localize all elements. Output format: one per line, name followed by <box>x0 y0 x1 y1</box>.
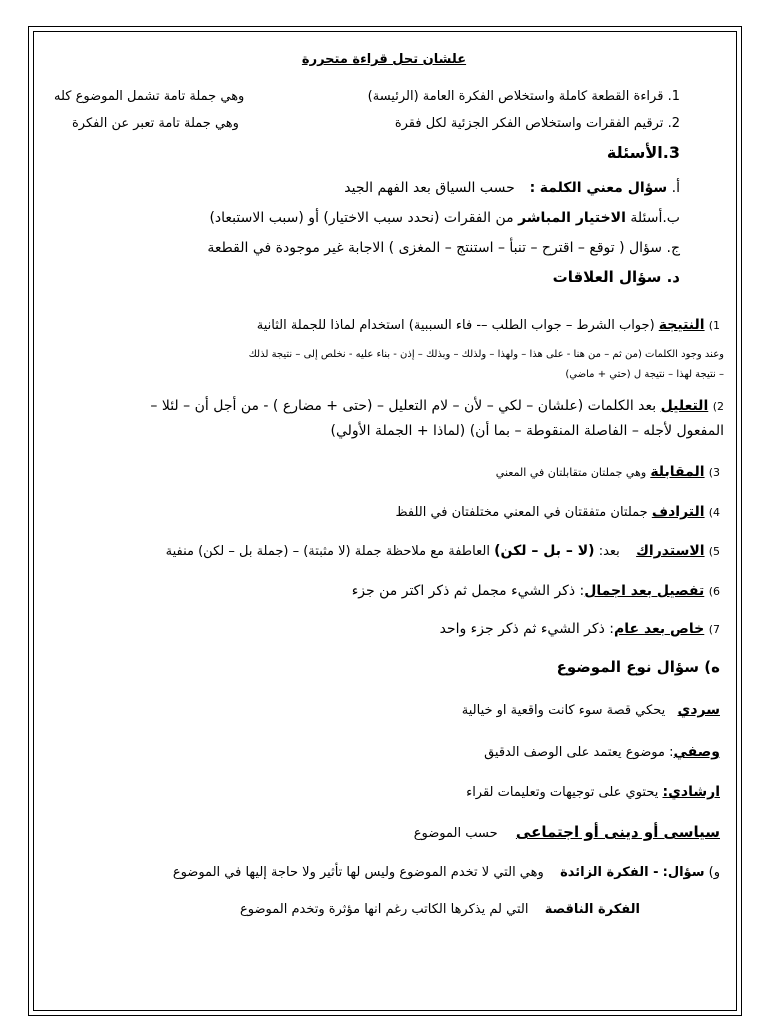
question-a <box>344 181 680 195</box>
step-3-number: 3. <box>662 143 680 162</box>
relation-4-number: 4) <box>708 506 720 519</box>
relation-5-after: بعد: <box>598 544 620 559</box>
relation-6-title: تفصيل بعد اجمال <box>584 583 705 599</box>
question-c-label: ج. <box>666 240 680 256</box>
step-1-number: 1. <box>667 89 680 104</box>
step-1-note: وهي جملة تامة تشمل الموضوع كله <box>54 89 245 104</box>
relation-2-number: 2) <box>712 400 724 413</box>
ideas-question-label: و) <box>708 865 720 880</box>
question-d <box>553 270 680 285</box>
step-3 <box>607 145 680 161</box>
missing-idea-text: التي لم يذكرها الكاتب رغم انها مؤثرة وتخدم الموضوع <box>240 902 529 917</box>
relation-2-text-1: بعد الكلمات (علشان – لكي – لأن – لام التعليل – (حتى + مضارع ) - من أجل أن – لئلا – <box>150 398 657 414</box>
topic-descriptive-title: وصفي <box>673 744 720 760</box>
relation-6-number: 6) <box>708 585 720 598</box>
topic-social <box>414 825 720 840</box>
topic-social-title: سياسى أو دينى أو اجتماعى <box>515 823 720 841</box>
relation-2-title: التعليل <box>660 398 709 414</box>
step-2 <box>395 117 680 130</box>
relation-3-text: وهي جملتان متقابلتان في المعني <box>495 466 647 479</box>
question-b-bold: الاختيار المباشر <box>518 210 626 226</box>
topic-instructional <box>466 785 720 799</box>
relation-5 <box>166 544 720 558</box>
topic-social-text: حسب الموضوع <box>413 826 498 841</box>
relation-5-text: العاطفة مع ملاحظة جملة (لا مثبتة) – (جملة بل – لكن) منفية <box>165 544 490 559</box>
step-2-number: 2. <box>667 116 680 131</box>
question-c <box>207 241 680 255</box>
relation-6 <box>352 584 720 598</box>
question-a-colon: : <box>529 180 536 196</box>
relation-7 <box>440 622 720 636</box>
relation-1 <box>257 318 720 332</box>
missing-idea-title: الفكرة الناقصة <box>544 902 640 917</box>
topic-instructional-text: يحتوي على توجيهات وتعليمات لقراء <box>466 785 659 800</box>
question-b-pre: أسئلة <box>630 210 663 226</box>
relation-3-title: المقابلة <box>650 464 705 480</box>
relation-3-number: 3) <box>708 466 720 479</box>
step-2-text: ترقيم الفقرات واستخلاص الفكر الجزئية لكل فقرة <box>394 116 664 131</box>
topic-descriptive <box>484 745 720 759</box>
step-2-note: وهي جملة تامة تعبر عن الفكرة <box>72 116 239 131</box>
topic-narrative-text: يحكي قصة سوء كانت واقعية او خيالية <box>461 703 666 718</box>
question-a-label: أ. <box>671 180 680 196</box>
relation-1-text: (جواب الشرط – جواب الطلب –- فاء السببية) استخدام لماذا للجملة الثانية <box>256 318 655 333</box>
question-b-text: من الفقرات (نحدد سبب الاختيار) أو (سبب الاستبعاد) <box>209 210 514 226</box>
relation-1-title: النتيجة <box>658 317 705 333</box>
relation-5-particles: (لا – بل – لكن) <box>494 543 595 559</box>
relation-7-title: خاص بعد عام <box>613 621 705 637</box>
relation-7-text: : ذكر الشيء ثم ذكر جزء واحد <box>439 621 614 637</box>
relation-6-text: : ذكر الشيء مجمل ثم ذكر اكتر من جزء <box>351 583 585 599</box>
question-b <box>209 211 680 225</box>
topic-narrative-title: سردي <box>677 702 720 718</box>
relation-1-sub-2: – نتيجة لهذا – نتيجة ل (حتي + ماضي) <box>565 369 724 380</box>
relation-4 <box>396 505 720 519</box>
extra-idea-title: - الفكرة الزائدة <box>560 865 659 880</box>
relation-2-text-2: المفعول لأجله – الفاصلة المنقوطة – بما أن) (لماذا + الجملة الأولي) <box>330 423 724 439</box>
step-1-text: قراءة القطعة كاملة واستخلاص الفكرة العامة (الرئيسة) <box>367 89 664 104</box>
question-b-label: ب. <box>662 210 680 226</box>
relation-4-text: جملتان متفقتان في المعني مختلفتان في اللفظ <box>395 505 648 520</box>
step-3-text: الأسئلة <box>606 143 663 162</box>
missing-idea <box>240 903 640 916</box>
relation-7-number: 7) <box>708 623 720 636</box>
topic-narrative <box>462 703 720 717</box>
relation-1-number: 1) <box>708 319 720 332</box>
page-border-inner <box>33 31 737 1011</box>
topic-descriptive-text: : موضوع يعتمد على الوصف الدقيق <box>484 745 674 760</box>
question-a-title: سؤال معني الكلمة <box>539 180 668 196</box>
question-d-label: د. <box>666 268 680 286</box>
page-title: علشان تحل قراءة متحررة <box>301 52 467 67</box>
relation-5-number: 5) <box>708 545 720 558</box>
topic-heading: ه) سؤال نوع الموضوع <box>556 658 720 676</box>
question-a-text: حسب السياق بعد الفهم الجيد <box>344 180 515 196</box>
relation-3 <box>496 465 720 479</box>
extra-idea-text: وهي التي لا تخدم الموضوع وليس لها تأثير ولا حاجة إليها في الموضوع <box>172 865 544 880</box>
relation-4-title: الترادف <box>651 504 705 520</box>
ideas-question <box>173 866 720 879</box>
step-1 <box>368 90 680 103</box>
topic-instructional-title: ارشادي: <box>662 784 720 800</box>
question-c-text: سؤال ( توقع – اقترح – تنبأ – استنتج – المغزى ) الاجابة غير موجودة في القطعة <box>207 240 663 256</box>
question-d-title: سؤال العلاقات <box>552 268 662 286</box>
relation-5-title: الاستدراك <box>636 543 705 559</box>
ideas-question-title: سؤال: <box>662 865 705 880</box>
relation-2 <box>150 399 724 413</box>
relation-1-sub-1: وعند وجود الكلمات (من ثم – من هنا - على هذا – ولهذا – ولذلك – وبذلك – إذن - بناء عليه - نخلص إلى – نتيجة لذلك <box>248 349 724 360</box>
